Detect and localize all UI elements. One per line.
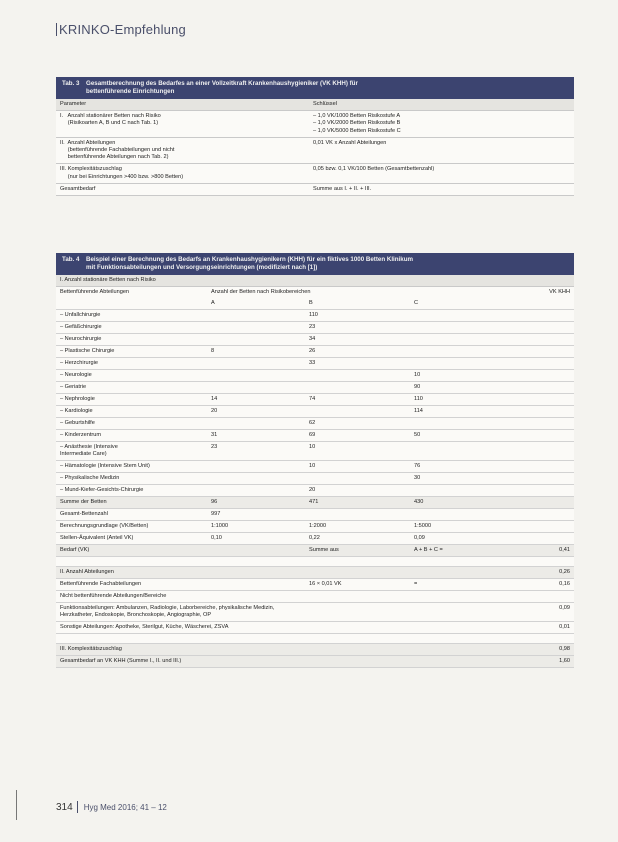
department-row [56,322,574,334]
nonbed-row [56,622,574,634]
beds-risk-c: 114 [410,406,496,418]
beds-risk-c: 30 [410,473,496,485]
department-row [56,310,574,322]
department-row [56,497,574,509]
beds-risk-a: 20 [207,406,305,418]
beds-risk-a: 997 [207,509,305,521]
key-line: Summe aus I. + II. + III. [313,185,372,192]
vk-value: 0,26 [496,567,574,579]
margin-rule [16,790,17,820]
beds-risk-b: 10 [305,461,410,473]
department-name: Gesamt-Bettenzahl [56,509,207,521]
table-4-number: Tab. 4 [62,256,80,263]
beds-risk-b: 471 [305,497,410,509]
table-3-row [56,138,574,165]
department-row [56,418,574,430]
beds-risk-c: 1:5000 [410,521,496,533]
table-3-row [56,164,574,183]
department-name: – Hämatologie (Intensive Stem Unit) [56,461,207,473]
beds-risk-b [305,473,410,485]
parameter-line: (bettenführende Fachabteilungen und nicht [60,147,175,154]
footer-divider [77,801,78,813]
department-row [56,473,574,485]
key-line: 0,01 VK x Anzahl Abteilungen [313,139,387,146]
header-divider [56,23,57,36]
department-row [56,370,574,382]
vk-value [496,461,574,473]
nonbed-line: Funktionsabteilungen: Ambulanzen, Radiologie, Laborbereiche, physikalische Medizin, [60,605,275,611]
section-3-row [56,656,574,668]
beds-risk-c: 430 [410,497,496,509]
beds-risk-a [207,370,305,382]
key-cell [313,186,570,193]
department-name: – Kardiologie [56,406,207,418]
table-3-number: Tab. 3 [62,80,80,87]
key-cell [313,140,570,162]
vk-value [496,370,574,382]
beds-risk-b [305,509,410,521]
table-3-row [56,184,574,196]
section-2-label: Bettenführende Fachabteilungen [56,579,207,591]
parameter-cell [60,166,313,180]
page-footer [56,801,167,813]
beds-risk-a [207,545,305,557]
department-name: – Geriatrie [56,382,207,394]
beds-risk-c: 76 [410,461,496,473]
vk-value [496,442,574,461]
col-header-vk: VK KHH [549,289,570,295]
nonbed-row [56,603,574,622]
header-title: KRINKO-Empfehlung [59,22,186,37]
section-2-formula [305,567,410,579]
nonbed-heading: Nicht bettenführende Abteilungen/Bereiche [56,591,574,603]
table-4-header-row [56,287,574,298]
beds-risk-a [207,334,305,346]
beds-risk-b: 10 [305,442,410,461]
nonbed-line: Herzkatheter, Endoskopie, Bronchoskopie, Angiographie, OP [60,612,212,618]
table-3 [56,77,574,196]
department-name: – Neurologie [56,370,207,382]
beds-risk-b: 26 [305,346,410,358]
parameter-line: Gesamtbedarf [60,185,96,192]
vk-value [496,394,574,406]
table-4-subheader-row [56,298,574,310]
section-3-label: III. Komplexitätszuschlag [56,644,496,656]
beds-risk-b [305,370,410,382]
key-cell [313,166,570,180]
department-name: – Unfallchirurgie [56,310,207,322]
beds-risk-a [207,322,305,334]
empty-cell [207,579,305,591]
vk-value: 0,98 [496,644,574,656]
table-3-title-line2: bettenführende Einrichtungen [86,88,175,95]
section-1-heading: I. Anzahl stationäre Betten nach Risiko [56,275,574,287]
table-3-header-row [56,99,574,111]
beds-risk-c [410,418,496,430]
key-line: – 1,0 VK/2000 Betten Risikostufe B [313,120,401,127]
beds-risk-a: 1:1000 [207,521,305,533]
table-4-title-line1: Beispiel einer Berechnung des Bedarfs an Krankenhaushygienikern (KHH) für ein fiktives 1000 Betten Klinikum [86,256,413,263]
beds-risk-b: 110 [305,310,410,322]
beds-risk-a [207,485,305,497]
beds-risk-b: 69 [305,430,410,442]
col-header-departments: Bettenführende Abteilungen [60,289,130,295]
department-name: – Physikalische Medizin [56,473,207,485]
beds-risk-b: 0,22 [305,533,410,545]
beds-risk-b: 20 [305,485,410,497]
department-name: – Herzchirurgie [56,358,207,370]
beds-risk-b [305,382,410,394]
department-row [56,346,574,358]
parameter-cell [60,113,313,135]
section-2-row [56,579,574,591]
section-2-formula: 16 × 0,01 VK [305,579,410,591]
section-2-equals [410,567,496,579]
section-3-row [56,644,574,656]
department-row [56,430,574,442]
key-line: – 1,0 VK/1000 Betten Risikostufe A [313,113,401,120]
beds-risk-c [410,509,496,521]
vk-value [496,322,574,334]
department-name: – Anästhesie (Intensive Intermediate Care) [56,442,207,461]
nonbed-description [56,603,496,622]
col-header-key: Schlüssel [313,101,337,107]
beds-risk-b: 33 [305,358,410,370]
department-name: – Gefäßchirurgie [56,322,207,334]
beds-risk-c: A + B + C = [410,545,496,557]
vk-value [496,310,574,322]
vk-value [496,521,574,533]
journal-citation: Hyg Med 2016; 41 – 12 [83,802,167,812]
vk-value [496,346,574,358]
beds-risk-b: 34 [305,334,410,346]
beds-risk-b: 62 [305,418,410,430]
vk-value [496,334,574,346]
department-row [56,521,574,533]
department-row [56,485,574,497]
nonbed-description [56,622,496,634]
key-line: 0,05 bzw. 0,1 VK/100 Betten (Gesamtbettenzahl) [313,166,435,173]
department-name: Stellen-Äquivalent (Anteil VK) [56,533,207,545]
parameter-line: II. Anzahl Abteilungen [60,139,116,146]
department-row [56,334,574,346]
vk-value [496,473,574,485]
vk-value: 0,16 [496,579,574,591]
department-row [56,442,574,461]
department-name: – Neurochirurgie [56,334,207,346]
vk-value [496,358,574,370]
beds-risk-a: 31 [207,430,305,442]
beds-risk-a [207,418,305,430]
parameter-line: I. Anzahl stationärer Betten nach Risiko [60,113,161,120]
beds-risk-a: 14 [207,394,305,406]
beds-risk-c [410,358,496,370]
vk-value [496,418,574,430]
beds-risk-c [410,322,496,334]
running-header [56,22,186,37]
col-header-parameter: Parameter [60,101,87,107]
department-row [56,406,574,418]
department-name: – Mund-Kiefer-Gesichts-Chirurgie [56,485,207,497]
vk-value [496,533,574,545]
department-row [56,394,574,406]
vk-value [496,430,574,442]
table-4-title-line2: mit Funktionsabteilungen und Versorgungseinrichtungen (modifiziert nach [1]) [86,264,318,271]
col-header-a: A [207,298,305,310]
section-2-row [56,567,574,579]
beds-risk-c [410,334,496,346]
department-name: Summe der Betten [56,497,207,509]
key-line: – 1,0 VK/5000 Betten Risikostufe C [313,127,401,134]
beds-risk-a [207,310,305,322]
empty-cell [207,567,305,579]
col-header-c: C [410,298,496,310]
spacer-row [56,557,574,567]
vk-value: 0,09 [496,603,574,622]
beds-risk-c: 90 [410,382,496,394]
beds-risk-b [305,406,410,418]
department-row [56,382,574,394]
department-name: – Kinderzentrum [56,430,207,442]
beds-risk-b: 1:2000 [305,521,410,533]
beds-risk-a [207,382,305,394]
vk-value [496,406,574,418]
parameter-cell [60,186,313,193]
beds-risk-c [410,442,496,461]
beds-risk-c [410,310,496,322]
department-row [56,545,574,557]
department-row [56,509,574,521]
section-3-label: Gesamtbedarf an VK KHH (Summe I., II. und III.) [56,656,496,668]
beds-risk-b: 74 [305,394,410,406]
table-4-title [56,253,574,275]
beds-risk-c: 10 [410,370,496,382]
table-3-title [56,77,574,99]
department-name: – Plastische Chirurgie [56,346,207,358]
nonbed-heading-row [56,591,574,603]
vk-value [496,485,574,497]
beds-risk-b: Summe aus [305,545,410,557]
beds-risk-c [410,485,496,497]
department-name: – Geburtshilfe [56,418,207,430]
col-header-b: B [305,298,410,310]
section-2-label: II. Anzahl Abteilungen [56,567,207,579]
department-name: – Nephrologie [56,394,207,406]
table-4-body [56,287,574,668]
parameter-cell [60,140,313,162]
beds-risk-a [207,358,305,370]
beds-risk-a: 96 [207,497,305,509]
beds-risk-c: 0,09 [410,533,496,545]
parameter-line: (nur bei Einrichtungen >400 bzw. >800 Betten) [60,173,184,180]
vk-value [496,509,574,521]
beds-risk-a [207,473,305,485]
department-row [56,461,574,473]
page-number: 314 [56,801,73,813]
department-row [56,358,574,370]
beds-risk-b: 23 [305,322,410,334]
beds-risk-a [207,461,305,473]
table-3-row [56,111,574,138]
key-cell [313,113,570,135]
table-4 [56,253,574,668]
beds-risk-a: 8 [207,346,305,358]
section-2-equals: = [410,579,496,591]
vk-value [496,497,574,509]
beds-risk-a: 23 [207,442,305,461]
vk-value: 1,60 [496,656,574,668]
spacer-row [56,634,574,644]
department-name: Bedarf (VK) [56,545,207,557]
department-name: Berechnungsgrundlage (VK/Betten) [56,521,207,533]
col-header-beds-by-risk: Anzahl der Betten nach Risikobereichen [211,289,311,295]
beds-risk-c [410,346,496,358]
vk-value: 0,41 [496,545,574,557]
nonbed-line: Sonstige Abteilungen: Apotheke, Sterilgut, Küche, Wäscherei, ZSVA [60,624,229,630]
beds-risk-c: 50 [410,430,496,442]
beds-risk-a: 0,10 [207,533,305,545]
parameter-line: (Risikoarten A, B und C nach Tab. 1) [60,120,159,127]
department-row [56,533,574,545]
vk-value: 0,01 [496,622,574,634]
vk-value [496,382,574,394]
parameter-line: III. Komplexitätszuschlag [60,166,122,173]
beds-risk-c: 110 [410,394,496,406]
parameter-line: bettenführende Abteilungen nach Tab. 2) [60,154,169,161]
table-3-title-line1: Gesamtberechnung des Bedarfes an einer Vollzeitkraft Krankenhaushygieniker (VK KHH) für [86,80,358,87]
